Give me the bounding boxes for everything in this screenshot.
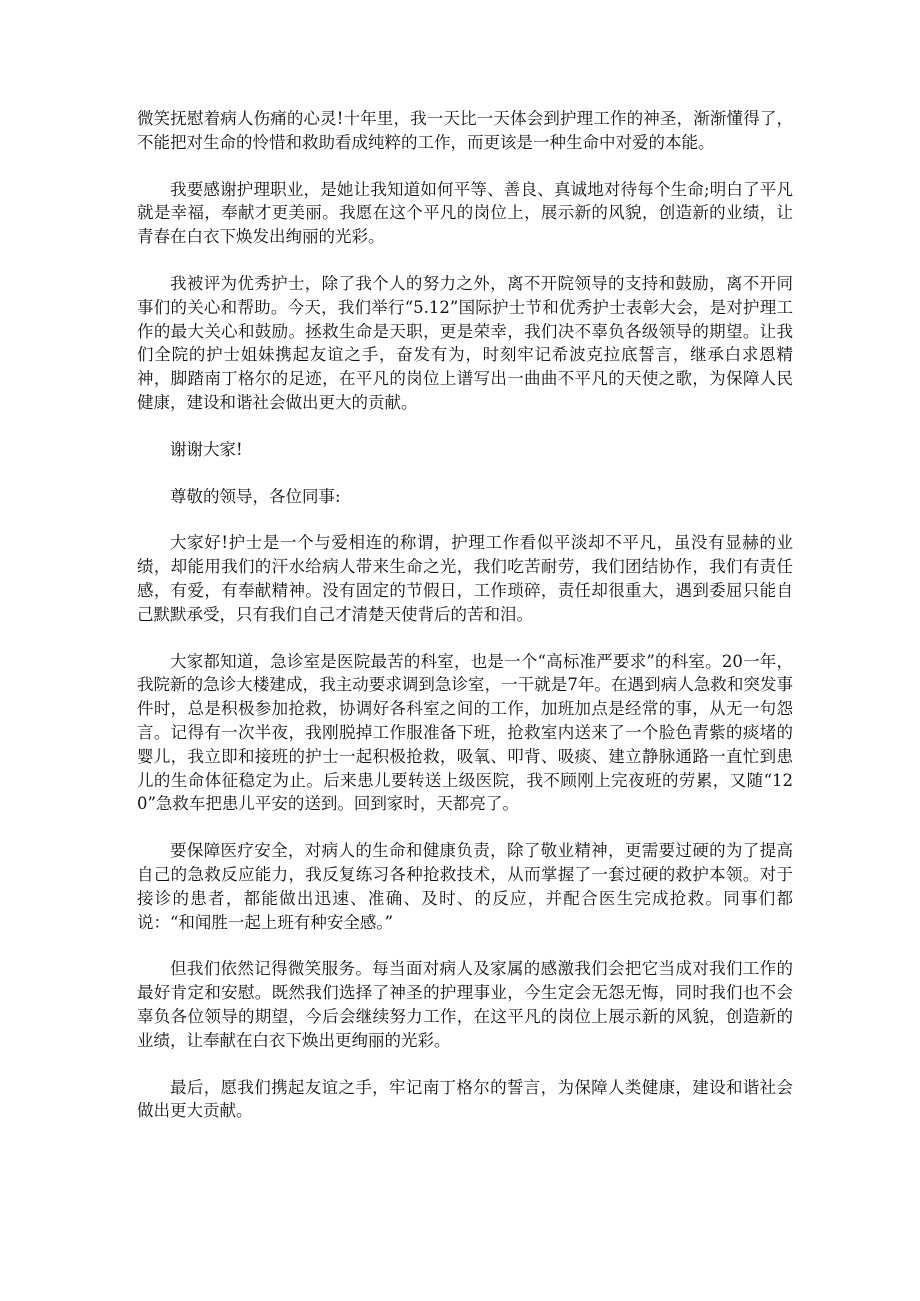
paragraph-8: 要保障医疗安全，对病人的生命和健康负责，除了敬业精神，更需要过硬的为了提高自己的急救反应能力，我反复练习各种抢救技术，从而掌握了一套过硬的救护本领。对于接诊的患者，都能做出迅速、准确、及时、的反应，并配合医生完成抢救。同事们都说：“和闻胜一起上班有种安全感。” [137,841,793,932]
paragraph-1: 微笑抚慰着病人伤痛的心灵!十年里，我一天比一天体会到护理工作的神圣，渐渐懂得了，不能把对生命的怜惜和救助看成纯粹的工作，而更该是一种生命中对爱的本能。 [137,109,793,152]
paragraph-6: 大家好!护士是一个与爱相连的称谓，护理工作看似平淡却不平凡，虽没有显赫的业绩，却能用我们的汗水给病人带来生命之光，我们吃苦耐劳，我们团结协作，我们有责任感，有爱，有奉献精神。没有固定的节假日，工作琐碎，责任却很重大，遇到委屈只能自己默默承受，只有我们自己才清楚天使背后的苦和泪。 [137,533,793,624]
paragraph-7: 大家都知道，急诊室是医院最苦的科室，也是一个“高标准严要求”的科室。20一年，我院新的急诊大楼建成，我主动要求调到急诊室，一干就是7年。在遇到病人急救和突发事件时，总是积极参加抢救，协调好各科室之间的工作，加班加点是经常的事，从无一句怨言。记得有一次半夜，我刚脱掉工作服准备下班，抢救室内送来了一个脸色青紫的痰堵的婴儿，我立即和接班的护士一起积极抢救，吸氧、叩背、吸痰、建立静脉通路一直忙到患儿的生命体征稳定为止。后来患儿要转送上级医院，我不顾刚上完夜班的劳累，又随“120”急救车把患儿平安的送到。回到家时，天都亮了。 [137,651,793,814]
document-body [137,107,793,1146]
paragraph-4: 谢谢大家! [170,439,243,459]
paragraph-9: 但我们依然记得微笑服务。每当面对病人及家属的感激我们会把它当成对我们工作的最好肯定和安慰。既然我们选择了神圣的护理事业，今生定会无怨无悔，同时我们也不会辜负各位领导的期望，今后会继续努力工作，在这平凡的岗位上展示新的风貌，创造新的业绩，让奉献在白衣下焕出更绚丽的光彩。 [137,959,793,1050]
paragraph-3: 我被评为优秀护士，除了我个人的努力之外，离不开院领导的支持和鼓励，离不开同事们的关心和帮助。今天，我们举行“5.12”国际护士节和优秀护士表彰大会，是对护理工作的最大关心和鼓励。拯救生命是天职，更是荣幸，我们决不辜负各级领导的期望。让我们全院的护士姐妹携起友谊之手，奋发有为，时刻牢记希波克拉底誓言，继承白求恩精神，脚踏南丁格尔的足迹，在平凡的岗位上谱写出一曲曲不平凡的天使之歌，为保障人民健康，建设和谐社会做出更大的贡献。 [137,273,793,412]
paragraph-2: 我要感谢护理职业，是她让我知道如何平等、善良、真诚地对待每个生命;明白了平凡就是幸福，奉献才更美丽。我愿在这个平凡的岗位上，展示新的风貌，创造新的业绩，让青春在白衣下焕发出绚丽的光彩。 [137,179,793,247]
paragraph-10: 最后，愿我们携起友谊之手，牢记南丁格尔的誓言，为保障人类健康，建设和谐社会做出更大贡献。 [137,1077,793,1121]
paragraph-5: 尊敬的领导，各位同事: [170,486,341,506]
